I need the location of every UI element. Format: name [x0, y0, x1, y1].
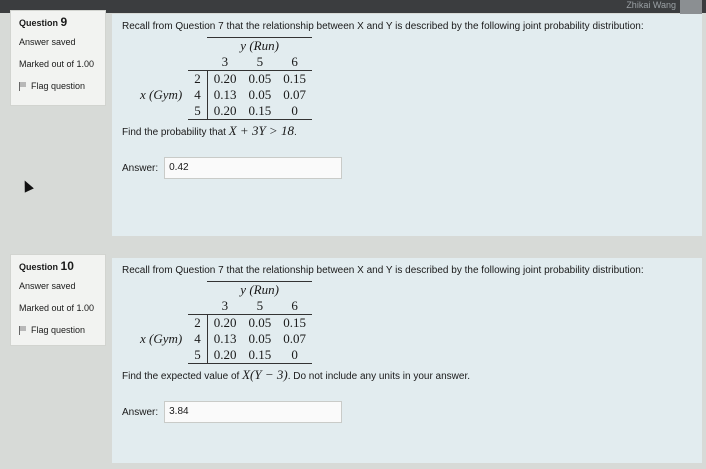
question-info-9 [10, 10, 106, 106]
table-cell: 0.15 [283, 71, 306, 86]
mouse-cursor-icon [20, 178, 34, 192]
table-col-title: y (Run) [207, 282, 312, 299]
flag-question-link[interactable] [19, 325, 97, 335]
question-marks: Marked out of 1.00 [19, 303, 95, 313]
row-value: 5 [188, 103, 207, 120]
joint-probability-table [134, 37, 312, 120]
row-value: 4 [194, 331, 201, 346]
table-cell: 0.20 [207, 103, 242, 120]
col-value: 5 [242, 54, 277, 71]
row-value: 4 [194, 87, 201, 102]
col-value: 6 [277, 54, 312, 71]
table-cell: 0.05 [248, 71, 272, 86]
question-status: Answer saved [19, 37, 76, 47]
col-value: 5 [242, 298, 277, 315]
flag-question-label: Flag question [31, 325, 86, 335]
row-value: 2 [194, 315, 201, 330]
answer-input[interactable]: 0.42 [164, 157, 342, 179]
question-content-9 [112, 14, 702, 236]
answer-input[interactable]: 3.84 [164, 401, 342, 423]
flag-question-link[interactable] [19, 81, 97, 91]
table-cell: 0.07 [283, 87, 306, 102]
table-row-title: x (Gym) [140, 87, 183, 102]
flag-icon [19, 326, 27, 335]
joint-probability-table [134, 281, 312, 364]
table-cell: 0.05 [248, 331, 272, 346]
table-cell: 0.13 [207, 331, 242, 347]
answer-row [122, 157, 692, 179]
table-cell: 0.15 [242, 347, 277, 364]
table-cell: 0 [277, 103, 312, 120]
table-cell: 0.07 [283, 331, 306, 346]
table-cell: 0 [277, 347, 312, 364]
row-value: 5 [188, 347, 207, 364]
answer-label: Answer: [122, 406, 159, 418]
question-intro: Recall from Question 7 that the relationship between X and Y is described by the following joint probability distribution: [122, 21, 644, 32]
table-row-title: x (Gym) [140, 331, 183, 346]
question-content-10 [112, 258, 702, 463]
prompt-math: X + 3Y > 18 [228, 123, 294, 138]
question-status: Answer saved [19, 281, 76, 291]
question-prompt: Find the expected value of X(Y − 3). Do not include any units in your answer. [122, 367, 471, 382]
question-number: Question 9 [19, 15, 68, 29]
table-cell: 0.13 [207, 87, 242, 103]
question-intro: Recall from Question 7 that the relationship between X and Y is described by the following joint probability distribution: [122, 265, 644, 276]
question-prompt: Find the probability that X + 3Y > 18. [122, 123, 297, 138]
question-info-10 [10, 254, 106, 346]
table-cell: 0.20 [207, 315, 242, 332]
table-cell: 0.20 [207, 347, 242, 364]
row-value: 2 [194, 71, 201, 86]
col-value: 3 [207, 298, 242, 315]
table-cell: 0.15 [283, 315, 306, 330]
col-value: 3 [207, 54, 242, 71]
col-value: 6 [277, 298, 312, 315]
flag-question-label: Flag question [31, 81, 86, 91]
table-cell: 0.20 [207, 71, 242, 88]
prompt-math: X(Y − 3) [242, 367, 288, 382]
question-marks: Marked out of 1.00 [19, 59, 95, 69]
answer-row [122, 401, 692, 423]
question-number: Question 10 [19, 259, 74, 273]
table-col-title: y (Run) [207, 38, 312, 55]
answer-label: Answer: [122, 162, 159, 174]
flag-icon [19, 82, 27, 91]
user-name[interactable]: Zhikai Wang [626, 0, 676, 10]
table-cell: 0.05 [248, 315, 272, 330]
table-cell: 0.15 [242, 103, 277, 120]
table-cell: 0.05 [248, 87, 272, 102]
